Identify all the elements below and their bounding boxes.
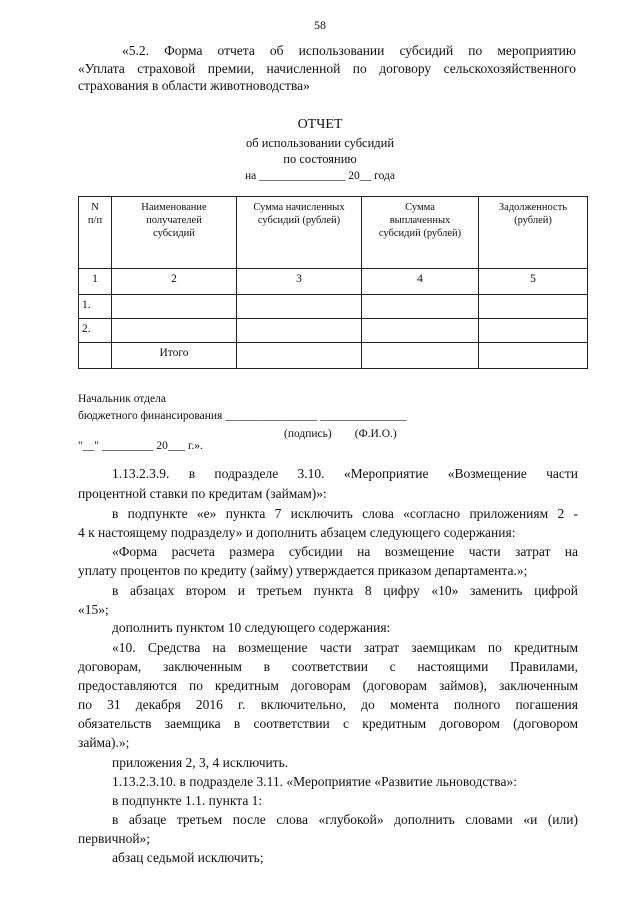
body-line: дополнить пунктом 10 следующего содержания: xyxy=(112,620,391,635)
table-cell xyxy=(237,319,362,343)
column-number: 2 xyxy=(112,269,237,295)
page-number: 58 xyxy=(314,18,326,32)
body-line: обязательств заемщика в соответствии с кредитным договором (договором xyxy=(78,716,578,731)
header-text: N xyxy=(91,202,99,213)
report-table xyxy=(78,196,588,369)
table-row xyxy=(79,319,588,343)
table-cell xyxy=(112,319,237,343)
body-line: уплату процентов по кредиту (займу) утверждается приказом департамента.»; xyxy=(78,563,528,578)
signature-date: "__" _________ 20___ г.». xyxy=(78,440,203,452)
table-row xyxy=(79,269,588,295)
signature-caption: (подпись) (Ф.И.О.) xyxy=(284,428,397,440)
row-label: 1. xyxy=(79,295,112,319)
body-line: в подпункте «е» пункта 7 исключить слова «согласно приложениям 2 - xyxy=(112,506,578,521)
table-cell xyxy=(362,295,479,319)
header-text: субсидий (рублей) xyxy=(257,215,341,226)
header-text: получателей xyxy=(146,215,202,226)
column-number: 3 xyxy=(237,269,362,295)
table-cell xyxy=(362,343,479,369)
body-line: в абзаце третьем после слова «глубокой» дополнить словами «и (или) xyxy=(112,812,578,827)
report-title: ОТЧЕТ xyxy=(297,117,343,132)
body-line: 1.13.2.3.10. в подразделе 3.11. «Мероприятие «Развитие льноводства»: xyxy=(112,774,517,789)
header-accrued xyxy=(237,197,362,269)
body-line: процентной ставки по кредитам (займам)»: xyxy=(78,486,327,501)
table-cell xyxy=(479,319,588,343)
section-heading xyxy=(78,42,576,95)
header-text: субсидий xyxy=(153,228,195,239)
heading-line-2: «Уплата страховой премии, начисленной по договору сельскохозяйственного xyxy=(78,60,576,76)
header-paid xyxy=(362,197,479,269)
signature-line: бюджетного финансирования ________________ _______________ xyxy=(78,410,407,422)
header-text: выплаченных xyxy=(389,215,451,226)
body-line: в абзацах втором и третьем пункта 8 цифру «10» заменить цифрой xyxy=(112,583,578,598)
body-line: займа).»; xyxy=(78,735,130,750)
table-cell xyxy=(112,295,237,319)
column-number: 5 xyxy=(479,269,588,295)
report-date-line: на _______________ 20__ года xyxy=(245,170,395,182)
signature-title: Начальник отдела xyxy=(78,393,166,405)
body-line: «10. Средства на возмещение части затрат заемщикам по кредитным xyxy=(112,640,578,655)
body-line: по 31 декабря 2016 г. включительно, до момента полного погашения xyxy=(78,697,578,712)
total-label: Итого xyxy=(112,343,237,369)
body-line: «15»; xyxy=(78,602,109,617)
header-text: (рублей) xyxy=(514,215,552,226)
report-subtitle-1: об использовании субсидий xyxy=(245,136,395,150)
body-line: «Форма расчета размера субсидии на возмещение части затрат на xyxy=(112,544,578,559)
header-text: п/п xyxy=(87,215,103,226)
header-number xyxy=(79,197,112,269)
table-cell xyxy=(362,319,479,343)
table-cell xyxy=(479,295,588,319)
header-debt xyxy=(479,197,588,269)
body-line: предоставляются по кредитным договорам (договорам займов), заключенным xyxy=(78,678,578,693)
body-line: 1.13.2.3.9. в подразделе 3.10. «Мероприятие «Возмещение части xyxy=(112,466,578,481)
table-cell xyxy=(479,343,588,369)
body-line: приложения 2, 3, 4 исключить. xyxy=(112,755,289,770)
table-cell xyxy=(79,343,112,369)
header-text: субсидий (рублей) xyxy=(378,228,462,239)
body-line: абзац седьмой исключить; xyxy=(112,850,264,865)
table-row xyxy=(79,343,588,369)
table-cell xyxy=(237,295,362,319)
header-text: Сумма начисленных xyxy=(253,202,345,213)
body-line: договорам, заключенным в соответствии с настоящими Правилами, xyxy=(78,659,578,674)
body-line: 4 к настоящему подразделу» и дополнить абзацем следующего содержания: xyxy=(78,525,516,540)
report-subtitle-2: по состоянию xyxy=(283,152,357,166)
header-recipients xyxy=(112,197,237,269)
body-line: в подпункте 1.1. пункта 1: xyxy=(112,793,263,808)
table-cell xyxy=(237,343,362,369)
table-row xyxy=(79,295,588,319)
table-header-row xyxy=(79,197,588,269)
header-text: Наименование xyxy=(141,202,207,213)
body-line: первичной»; xyxy=(78,831,151,846)
column-number: 1 xyxy=(79,269,112,295)
row-label: 2. xyxy=(79,319,112,343)
column-number: 4 xyxy=(362,269,479,295)
header-text: Сумма xyxy=(405,202,435,213)
heading-line-1: «5.2. Форма отчета об использовании субсидий по мероприятию xyxy=(122,43,576,58)
heading-line-3: страхования в области животноводства» xyxy=(78,78,310,93)
header-text: Задолженность xyxy=(498,202,568,213)
